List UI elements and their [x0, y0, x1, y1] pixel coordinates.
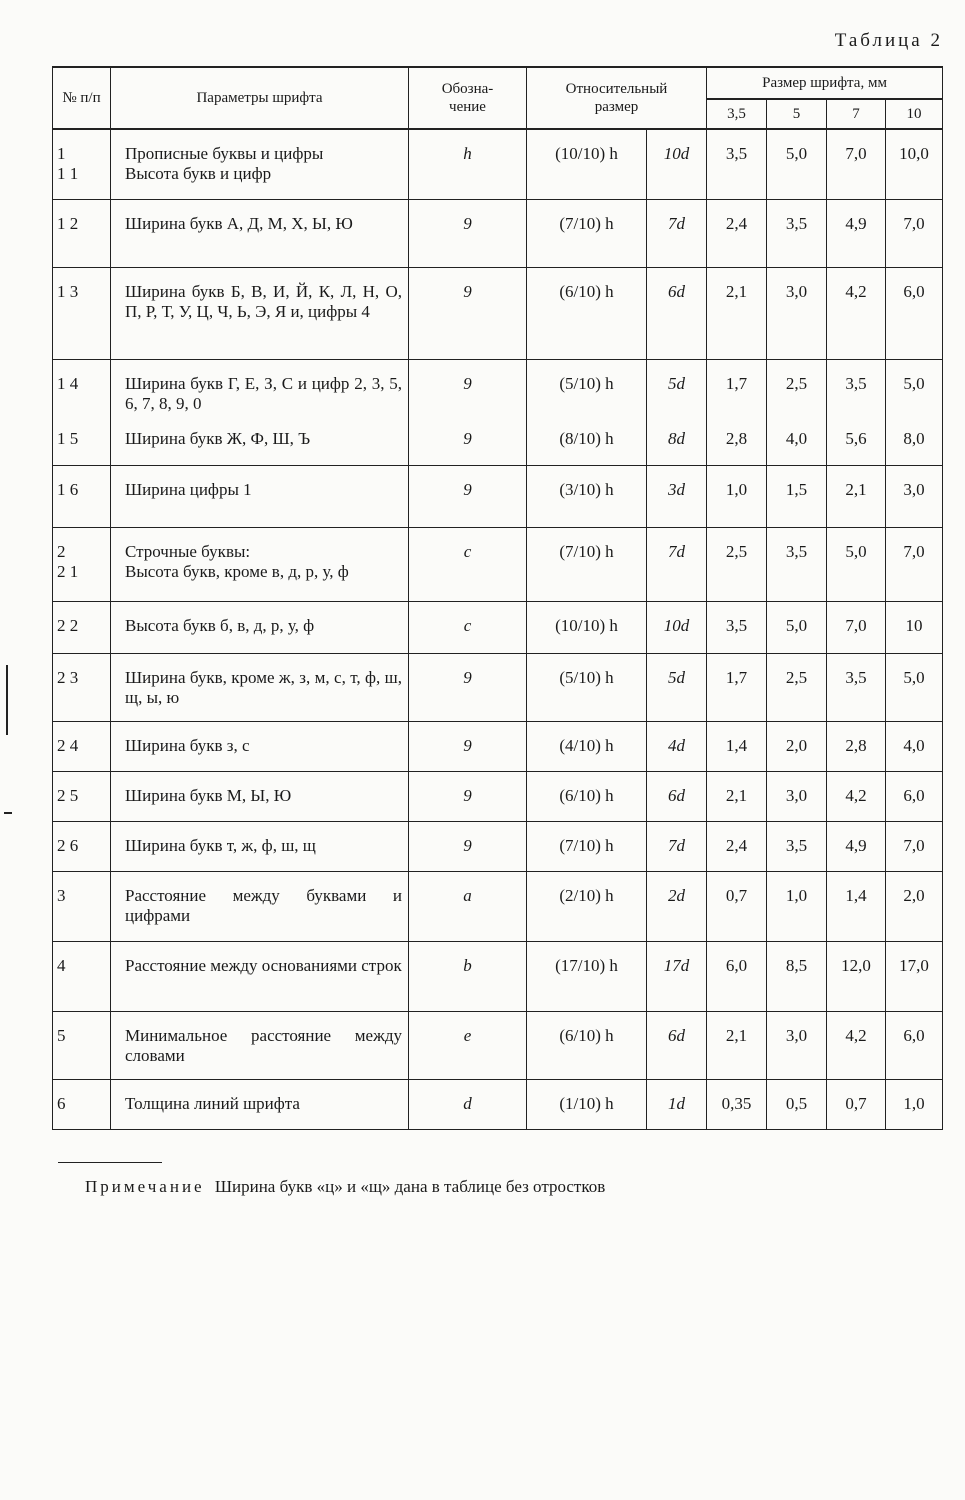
- row-param: Минимальное расстояние между словами: [111, 1011, 409, 1079]
- font-parameters-table: [52, 66, 943, 1130]
- row-num: 1 2: [53, 199, 111, 267]
- table-row: [53, 267, 943, 359]
- row-designation: 9: [409, 267, 527, 359]
- row-relative: (6/10) h: [527, 267, 647, 359]
- row-size-3-5: 1,7: [707, 653, 767, 721]
- row-size-3-5: 2,1: [707, 267, 767, 359]
- row-relative: (7/10) h: [527, 527, 647, 601]
- row-size-7: 4,2: [827, 267, 886, 359]
- row-size-10: 10: [886, 601, 943, 653]
- row-size-7: 5,0: [827, 527, 886, 601]
- table-row: [53, 771, 943, 821]
- row-designation: 9: [409, 415, 527, 465]
- row-d-multiple: 5d: [647, 359, 707, 415]
- row-num: 4: [53, 941, 111, 1011]
- row-relative: (10/10) h: [527, 129, 647, 199]
- row-size-3-5: 2,4: [707, 821, 767, 871]
- row-param: Прописные буквы и цифры Высота букв и цифр: [111, 129, 409, 199]
- row-size-5: 5,0: [767, 129, 827, 199]
- row-size-10: 7,0: [886, 199, 943, 267]
- row-num: 2 2 1: [53, 527, 111, 601]
- header-designation: Обозна- чение: [409, 67, 527, 129]
- row-param: Ширина букв Б, В, И, Й, К, Л, Н, О, П, Р, Т, У, Ц, Ч, Ь, Э, Я и, цифры 4: [111, 267, 409, 359]
- row-relative: (5/10) h: [527, 653, 647, 721]
- row-size-10: 4,0: [886, 721, 943, 771]
- margin-mark: [4, 812, 12, 814]
- row-d-multiple: 1d: [647, 1079, 707, 1129]
- table-row: [53, 601, 943, 653]
- row-size-10: 6,0: [886, 771, 943, 821]
- row-size-3-5: 3,5: [707, 129, 767, 199]
- row-designation: 9: [409, 653, 527, 721]
- row-size-5: 3,0: [767, 1011, 827, 1079]
- table-row: [53, 821, 943, 871]
- row-designation: h: [409, 129, 527, 199]
- row-relative: (5/10) h: [527, 359, 647, 415]
- row-size-7: 3,5: [827, 359, 886, 415]
- row-d-multiple: 10d: [647, 601, 707, 653]
- footnote: [85, 1177, 605, 1197]
- row-size-7: 4,2: [827, 771, 886, 821]
- row-size-5: 3,5: [767, 199, 827, 267]
- table-row: [53, 721, 943, 771]
- row-relative: (17/10) h: [527, 941, 647, 1011]
- row-d-multiple: 7d: [647, 527, 707, 601]
- header-size-2: 7: [827, 99, 886, 129]
- row-size-5: 8,5: [767, 941, 827, 1011]
- row-num: 2 4: [53, 721, 111, 771]
- table-row: [53, 527, 943, 601]
- table-row: [53, 129, 943, 199]
- header-params: Параметры шрифта: [111, 67, 409, 129]
- footnote-label: Примечание: [85, 1177, 205, 1196]
- table-row: [53, 465, 943, 527]
- row-d-multiple: 6d: [647, 1011, 707, 1079]
- row-d-multiple: 7d: [647, 821, 707, 871]
- row-designation: c: [409, 601, 527, 653]
- row-param: Ширина букв А, Д, М, Х, Ы, Ю: [111, 199, 409, 267]
- footnote-text: Ширина букв «ц» и «щ» дана в таблице без отростков: [214, 1177, 606, 1196]
- row-d-multiple: 6d: [647, 267, 707, 359]
- row-size-3-5: 2,4: [707, 199, 767, 267]
- row-num: 2 3: [53, 653, 111, 721]
- row-param: Ширина букв з, с: [111, 721, 409, 771]
- table-row: [53, 653, 943, 721]
- row-size-7: 1,4: [827, 871, 886, 941]
- row-size-10: 6,0: [886, 1011, 943, 1079]
- row-designation: 9: [409, 199, 527, 267]
- row-size-10: 10,0: [886, 129, 943, 199]
- header-size-group: Размер шрифта, мм: [707, 67, 943, 99]
- row-size-10: 5,0: [886, 359, 943, 415]
- row-param: Строчные буквы: Высота букв, кроме в, д, р, у, ф: [111, 527, 409, 601]
- row-param: Расстояние между основаниями строк: [111, 941, 409, 1011]
- row-size-5: 3,0: [767, 267, 827, 359]
- row-size-3-5: 0,35: [707, 1079, 767, 1129]
- row-d-multiple: 4d: [647, 721, 707, 771]
- row-d-multiple: 8d: [647, 415, 707, 465]
- row-designation: 9: [409, 771, 527, 821]
- row-size-5: 1,0: [767, 871, 827, 941]
- row-designation: 9: [409, 465, 527, 527]
- row-size-3-5: 2,8: [707, 415, 767, 465]
- table-caption: Таблица 2: [834, 30, 943, 51]
- row-size-5: 0,5: [767, 1079, 827, 1129]
- row-designation: d: [409, 1079, 527, 1129]
- header-num: № п/п: [53, 67, 111, 129]
- table-row: [53, 199, 943, 267]
- row-param: Ширина букв М, Ы, Ю: [111, 771, 409, 821]
- row-size-3-5: 3,5: [707, 601, 767, 653]
- row-d-multiple: 3d: [647, 465, 707, 527]
- row-size-7: 5,6: [827, 415, 886, 465]
- row-num: 1 4: [53, 359, 111, 415]
- row-d-multiple: 2d: [647, 871, 707, 941]
- row-d-multiple: 7d: [647, 199, 707, 267]
- row-param: Высота букв б, в, д, р, у, ф: [111, 601, 409, 653]
- row-size-7: 4,9: [827, 199, 886, 267]
- row-size-10: 8,0: [886, 415, 943, 465]
- table-row: [53, 359, 943, 415]
- row-num: 2 6: [53, 821, 111, 871]
- row-size-7: 2,8: [827, 721, 886, 771]
- row-size-10: 1,0: [886, 1079, 943, 1129]
- row-designation: 9: [409, 721, 527, 771]
- row-designation: b: [409, 941, 527, 1011]
- row-size-3-5: 2,1: [707, 1011, 767, 1079]
- row-num: 1 3: [53, 267, 111, 359]
- row-size-3-5: 1,0: [707, 465, 767, 527]
- row-size-7: 0,7: [827, 1079, 886, 1129]
- table-row: [53, 1079, 943, 1129]
- row-size-3-5: 2,5: [707, 527, 767, 601]
- row-relative: (6/10) h: [527, 771, 647, 821]
- row-size-3-5: 2,1: [707, 771, 767, 821]
- row-size-5: 5,0: [767, 601, 827, 653]
- row-size-3-5: 6,0: [707, 941, 767, 1011]
- row-relative: (10/10) h: [527, 601, 647, 653]
- row-param: Ширина цифры 1: [111, 465, 409, 527]
- row-size-10: 5,0: [886, 653, 943, 721]
- row-size-7: 3,5: [827, 653, 886, 721]
- row-relative: (7/10) h: [527, 821, 647, 871]
- row-num: 3: [53, 871, 111, 941]
- header-size-1: 5: [767, 99, 827, 129]
- row-num: 1 6: [53, 465, 111, 527]
- row-designation: 9: [409, 821, 527, 871]
- header-relative: Относительный размер: [527, 67, 707, 129]
- row-size-7: 4,9: [827, 821, 886, 871]
- header-size-0: 3,5: [707, 99, 767, 129]
- row-param: Ширина букв т, ж, ф, ш, щ: [111, 821, 409, 871]
- row-d-multiple: 10d: [647, 129, 707, 199]
- row-size-10: 2,0: [886, 871, 943, 941]
- row-size-10: 3,0: [886, 465, 943, 527]
- row-relative: (8/10) h: [527, 415, 647, 465]
- row-size-10: 17,0: [886, 941, 943, 1011]
- row-relative: (1/10) h: [527, 1079, 647, 1129]
- row-d-multiple: 5d: [647, 653, 707, 721]
- row-size-3-5: 1,4: [707, 721, 767, 771]
- table-row: [53, 941, 943, 1011]
- row-d-multiple: 6d: [647, 771, 707, 821]
- row-relative: (4/10) h: [527, 721, 647, 771]
- row-size-5: 3,5: [767, 527, 827, 601]
- row-param: Толщина линий шрифта: [111, 1079, 409, 1129]
- row-param: Ширина букв, кроме ж, з, м, с, т, ф, ш, щ, ы, ю: [111, 653, 409, 721]
- row-num: 5: [53, 1011, 111, 1079]
- table-body: [53, 129, 943, 1129]
- row-designation: 9: [409, 359, 527, 415]
- row-size-5: 1,5: [767, 465, 827, 527]
- row-size-7: 2,1: [827, 465, 886, 527]
- row-relative: (7/10) h: [527, 199, 647, 267]
- row-size-5: 3,0: [767, 771, 827, 821]
- row-size-5: 2,0: [767, 721, 827, 771]
- row-size-7: 4,2: [827, 1011, 886, 1079]
- row-size-7: 12,0: [827, 941, 886, 1011]
- row-num: 1 5: [53, 415, 111, 465]
- row-size-5: 4,0: [767, 415, 827, 465]
- row-designation: e: [409, 1011, 527, 1079]
- table-row: [53, 871, 943, 941]
- table-row: [53, 415, 943, 465]
- row-num: 2 2: [53, 601, 111, 653]
- row-param: Расстояние между буквами и цифрами: [111, 871, 409, 941]
- row-size-10: 7,0: [886, 821, 943, 871]
- row-size-5: 2,5: [767, 653, 827, 721]
- row-designation: c: [409, 527, 527, 601]
- row-relative: (2/10) h: [527, 871, 647, 941]
- row-size-3-5: 0,7: [707, 871, 767, 941]
- footnote-divider: [58, 1162, 162, 1163]
- table-row: [53, 1011, 943, 1079]
- margin-mark: [6, 665, 8, 735]
- row-relative: (3/10) h: [527, 465, 647, 527]
- row-num: 1 1 1: [53, 129, 111, 199]
- row-param: Ширина букв Ж, Ф, Ш, Ъ: [111, 415, 409, 465]
- row-designation: a: [409, 871, 527, 941]
- row-size-5: 3,5: [767, 821, 827, 871]
- row-num: 6: [53, 1079, 111, 1129]
- row-size-3-5: 1,7: [707, 359, 767, 415]
- row-num: 2 5: [53, 771, 111, 821]
- row-size-7: 7,0: [827, 601, 886, 653]
- row-size-7: 7,0: [827, 129, 886, 199]
- header-size-3: 10: [886, 99, 943, 129]
- row-size-10: 6,0: [886, 267, 943, 359]
- row-relative: (6/10) h: [527, 1011, 647, 1079]
- row-d-multiple: 17d: [647, 941, 707, 1011]
- row-size-5: 2,5: [767, 359, 827, 415]
- row-size-10: 7,0: [886, 527, 943, 601]
- row-param: Ширина букв Г, Е, З, С и цифр 2, 3, 5, 6, 7, 8, 9, 0: [111, 359, 409, 415]
